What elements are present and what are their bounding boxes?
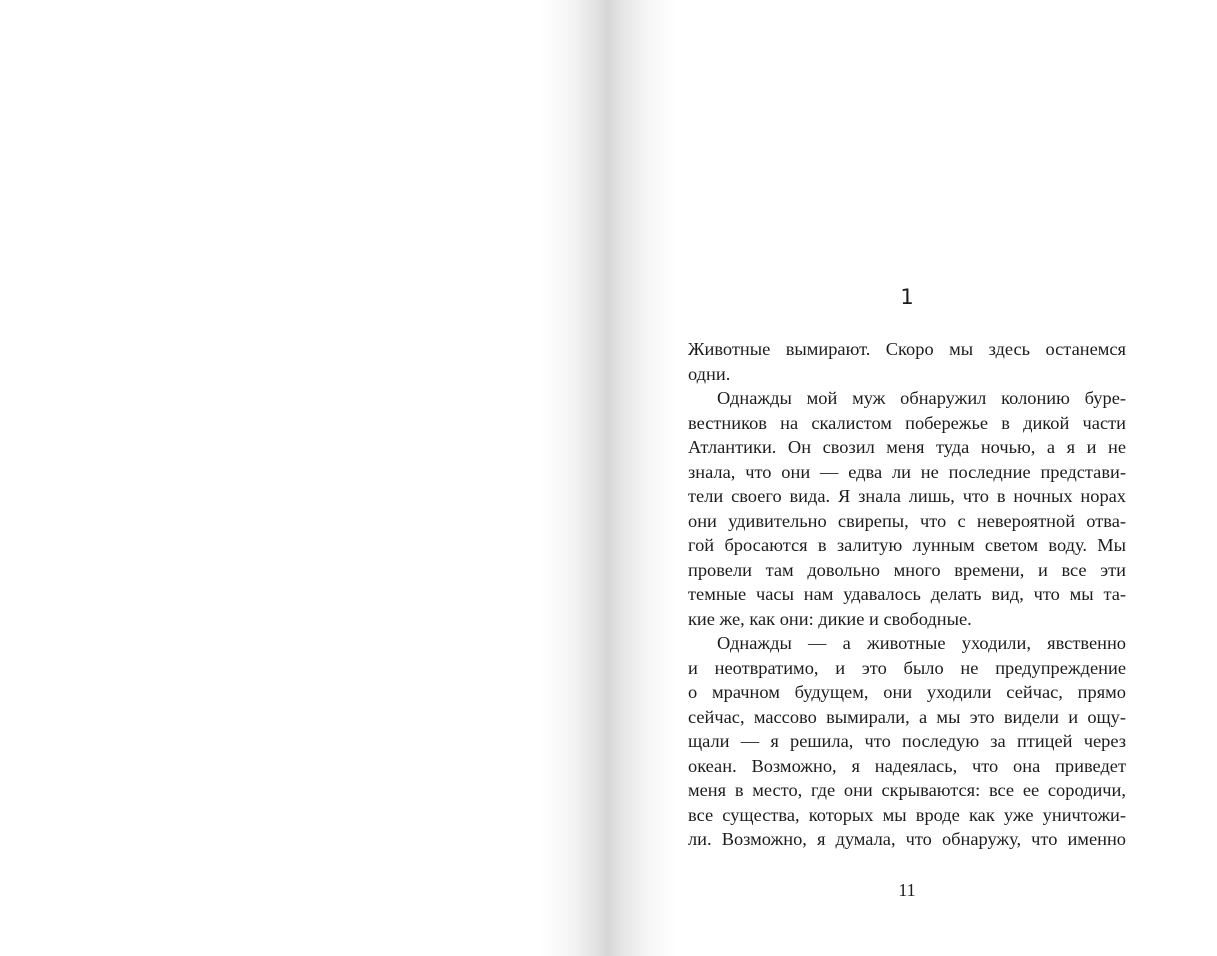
text-line: они удивительно свирепы, что с невероятной отва- bbox=[688, 510, 1126, 531]
text-line: знала, что они — едва ли не последние представи- bbox=[688, 461, 1126, 482]
text-line: сейчас, массово вымирали, а мы это видели и ощу- bbox=[688, 706, 1126, 727]
text-line: гой бросаются в залитую лунным светом воду. Мы bbox=[688, 535, 1126, 555]
text-line: ли. Возможно, я думала, что обнаружу, что именно bbox=[688, 829, 1126, 849]
text-line: кие же, как они: дикие и свободные. bbox=[688, 608, 972, 629]
text-line: Животные вымирают. Скоро мы здесь останемся bbox=[688, 339, 1126, 359]
text-line: тели своего вида. Я знала лишь, что в ночных норах bbox=[688, 486, 1126, 506]
text-line: о мрачном будущем, они уходили сейчас, прямо bbox=[688, 682, 1126, 702]
text-line: щали — я решила, что последую за птицей через bbox=[688, 731, 1126, 751]
text-line: провели там довольно много времени, и все эти bbox=[688, 559, 1126, 580]
text-line: Однажды — а животные уходили, явственно bbox=[717, 633, 1126, 653]
text-line: меня в место, где они скрываются: все ее сородичи, bbox=[688, 780, 1126, 800]
left-page-blank bbox=[0, 0, 608, 956]
text-line: вестников на скалистом побережье в дикой части bbox=[688, 412, 1126, 433]
text-line: Атлантики. Он свозил меня туда ночью, а я и не bbox=[688, 437, 1126, 457]
text-line: одни. bbox=[688, 363, 731, 384]
page-number: 11 bbox=[898, 880, 916, 900]
text-line: темные часы нам удавалось делать вид, что мы та- bbox=[688, 584, 1126, 604]
chapter-number: 1 bbox=[900, 285, 914, 309]
text-line: Однажды мой муж обнаружил колонию буре- bbox=[717, 388, 1126, 408]
chapter-body-text bbox=[688, 337, 1126, 852]
text-line: океан. Возможно, я надеялась, что она приведет bbox=[688, 755, 1126, 776]
text-line: и неотвратимо, и это было не предупреждение bbox=[688, 657, 1126, 678]
text-line: все существа, которых мы вроде как уже уничтожи- bbox=[688, 804, 1126, 825]
